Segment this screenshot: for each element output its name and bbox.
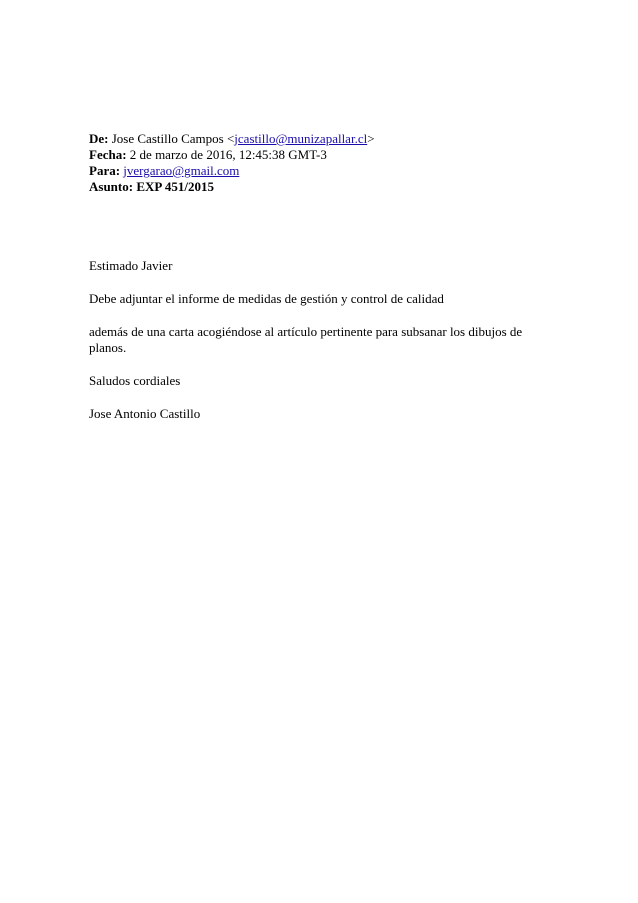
from-email-link[interactable]: jcastillo@munizapallar.cl bbox=[234, 131, 368, 146]
signature: Jose Antonio Castillo bbox=[89, 406, 201, 421]
from-line bbox=[89, 131, 569, 147]
from-open-bracket: < bbox=[226, 131, 235, 146]
email-header bbox=[89, 131, 569, 195]
body-paragraph-2: además de una carta acogiéndose al artículo pertinente para subsanar los dibujos de planos. bbox=[89, 324, 523, 355]
closing: Saludos cordiales bbox=[89, 373, 181, 388]
date-value: 2 de marzo de 2016, 12:45:38 GMT-3 bbox=[129, 147, 327, 162]
from-close-bracket: > bbox=[367, 131, 375, 146]
date-line bbox=[89, 147, 569, 163]
greeting: Estimado Javier bbox=[89, 258, 173, 273]
body-paragraph-1: Debe adjuntar el informe de medidas de gestión y control de calidad bbox=[89, 291, 444, 306]
to-email-link[interactable]: jvergarao@gmail.com bbox=[123, 163, 240, 178]
subject-line bbox=[89, 179, 569, 195]
to-line bbox=[89, 163, 569, 179]
date-label: Fecha: bbox=[89, 147, 127, 162]
from-label: De: bbox=[89, 131, 109, 146]
subject-label: Asunto: bbox=[89, 179, 134, 194]
email-body bbox=[89, 258, 559, 439]
from-name: Jose Castillo Campos bbox=[111, 131, 224, 146]
subject-value: EXP 451/2015 bbox=[136, 179, 214, 194]
to-label: Para: bbox=[89, 163, 121, 178]
